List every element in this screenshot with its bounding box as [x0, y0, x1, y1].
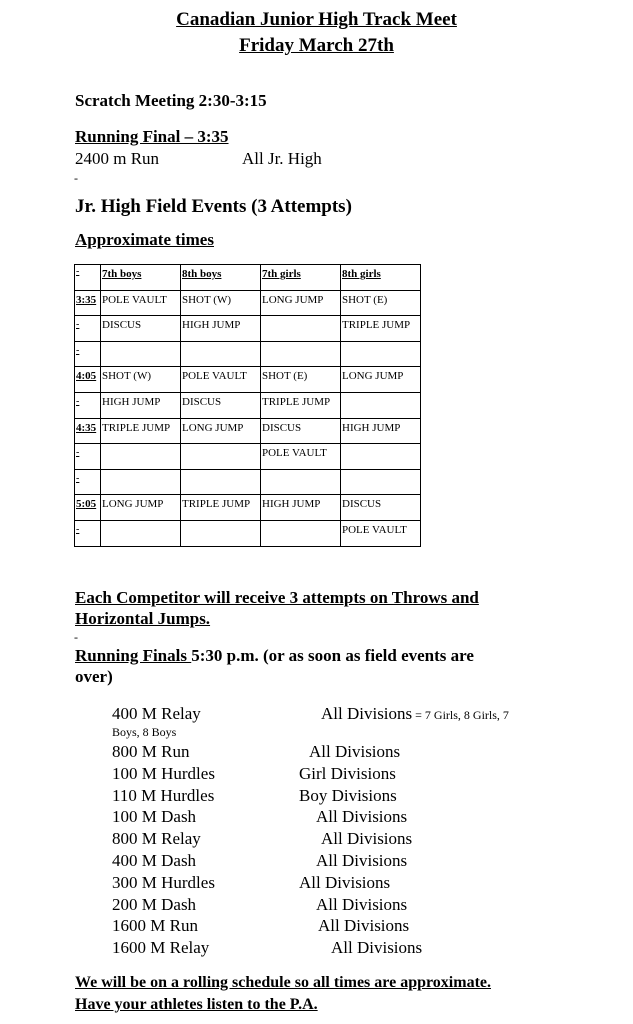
- event-cell: [261, 418, 341, 444]
- running-finals-heading: [75, 646, 474, 666]
- approx-times-heading: Approximate times: [75, 230, 214, 249]
- table-header-corner: [75, 265, 101, 291]
- event-cell: [181, 418, 261, 444]
- event-label: LONG JUMP: [182, 421, 244, 434]
- dash-mark: -: [74, 171, 78, 185]
- event-cell: [261, 392, 341, 418]
- time-cell: [75, 367, 101, 393]
- event-cell: [181, 520, 261, 546]
- event-cell: [341, 520, 421, 546]
- event-label: TRIPLE JUMP: [182, 498, 251, 511]
- event-cell: [261, 367, 341, 393]
- final-event: 1600 M Run: [112, 916, 198, 936]
- final-division: All Divisions: [309, 742, 401, 761]
- final-event: 300 M Hurdles: [112, 872, 215, 892]
- final-division: All Divisions: [321, 829, 413, 849]
- event-label: LONG JUMP: [342, 370, 404, 383]
- event-label: LONG JUMP: [262, 293, 324, 306]
- event-cell: [261, 520, 341, 546]
- time-cell: [75, 469, 101, 495]
- event-label: [182, 444, 260, 447]
- table-row: [75, 495, 421, 521]
- column-header-label: 8th girls: [342, 268, 381, 280]
- event-label: HIGH JUMP: [262, 498, 321, 511]
- footer-line-2: Have your athletes listen to the P.A.: [75, 996, 318, 1013]
- event-cell: [181, 444, 261, 470]
- table-row: [75, 444, 421, 470]
- event-label: [182, 342, 260, 345]
- event-label: POLE VAULT: [262, 447, 327, 460]
- running-finals-time: 5:30 p.m. (or as soon as field events are: [191, 646, 474, 665]
- field-events-table: [74, 264, 421, 547]
- event-label: DISCUS: [182, 395, 222, 408]
- event-label: SHOT (W): [102, 370, 151, 383]
- running-finals-label: Running Finals: [75, 646, 192, 665]
- event-label: DISCUS: [262, 421, 302, 434]
- event-cell: [181, 290, 261, 316]
- final-division: All Divisions: [331, 938, 423, 958]
- event-cell: [341, 367, 421, 393]
- final-event: 100 M Hurdles: [112, 763, 215, 783]
- final-event: 110 M Hurdles: [112, 785, 215, 805]
- attempts-note-line-1: Each Competitor will receive 3 attempts on Throws and: [75, 588, 479, 607]
- table-row: [75, 392, 421, 418]
- event-cell: [181, 316, 261, 342]
- time-cell: [75, 444, 101, 470]
- event-label: DISCUS: [102, 319, 142, 332]
- event-cell: [101, 316, 181, 342]
- time-label: -: [76, 395, 80, 407]
- event-label: [342, 470, 420, 473]
- final-division: All Divisions: [316, 894, 408, 914]
- event-label: [262, 316, 340, 319]
- relay-event: 400 M Relay: [112, 704, 201, 723]
- running-final-event: 2400 m Run: [75, 149, 160, 168]
- event-label: POLE VAULT: [342, 523, 407, 536]
- event-label: HIGH JUMP: [342, 421, 401, 434]
- time-cell: [75, 316, 101, 342]
- final-division: Boy Divisions: [299, 785, 397, 805]
- event-label: [262, 470, 340, 473]
- scratch-meeting: Scratch Meeting 2:30-3:15: [75, 91, 267, 110]
- event-cell: [101, 341, 181, 367]
- event-cell: [261, 444, 341, 470]
- time-cell: [75, 290, 101, 316]
- event-cell: [261, 495, 341, 521]
- event-cell: [341, 418, 421, 444]
- event-cell: [341, 290, 421, 316]
- event-label: TRIPLE JUMP: [342, 319, 411, 332]
- time-label: -: [76, 472, 80, 484]
- event-label: [102, 521, 180, 524]
- time-label: -: [76, 344, 80, 356]
- event-cell: [341, 495, 421, 521]
- row-mark: -: [76, 266, 80, 277]
- event-label: POLE VAULT: [102, 293, 167, 306]
- event-label: TRIPLE JUMP: [262, 395, 331, 408]
- final-division: All Divisions: [299, 872, 391, 892]
- event-label: [102, 470, 180, 473]
- relay-note-cont: Boys, 8 Boys: [112, 725, 177, 739]
- event-label: [262, 342, 340, 345]
- table-row: [75, 316, 421, 342]
- event-cell: [181, 469, 261, 495]
- table-row: [75, 520, 421, 546]
- event-label: SHOT (E): [342, 293, 388, 306]
- table-row: [75, 341, 421, 367]
- attempts-note-line-2: Horizontal Jumps.: [75, 609, 211, 628]
- event-cell: [341, 469, 421, 495]
- table-header-row: [75, 265, 421, 291]
- relay-division: [321, 704, 509, 724]
- event-label: [182, 521, 260, 524]
- event-label: [342, 393, 420, 396]
- event-cell: [181, 495, 261, 521]
- event-cell: [181, 392, 261, 418]
- final-event: 200 M Dash: [112, 894, 197, 914]
- table-row: [75, 469, 421, 495]
- event-cell: [261, 290, 341, 316]
- final-division: All Divisions: [318, 916, 410, 936]
- event-cell: [341, 316, 421, 342]
- event-cell: [181, 367, 261, 393]
- event-label: POLE VAULT: [182, 370, 247, 383]
- table-row: [75, 418, 421, 444]
- final-event: 100 M Dash: [112, 807, 197, 827]
- final-division: All Divisions: [316, 807, 408, 827]
- event-label: TRIPLE JUMP: [102, 421, 171, 434]
- time-label: 5:05: [76, 498, 97, 511]
- time-cell: [75, 392, 101, 418]
- event-cell: [101, 520, 181, 546]
- column-header-label: 8th boys: [182, 268, 222, 280]
- relay-note: = 7 Girls, 8 Girls, 7: [412, 708, 509, 722]
- time-label: -: [76, 523, 80, 535]
- event-label: [102, 342, 180, 345]
- time-label: -: [76, 447, 80, 459]
- column-header: [341, 265, 421, 291]
- running-finals-heading-cont: over): [75, 667, 113, 686]
- event-label: [262, 521, 340, 524]
- page-title: Canadian Junior High Track Meet: [176, 9, 457, 30]
- time-label: 4:05: [76, 370, 97, 383]
- column-header-label: 7th girls: [262, 268, 301, 280]
- running-final-heading: Running Final – 3:35: [75, 127, 229, 146]
- event-label: [182, 470, 260, 473]
- event-cell: [101, 469, 181, 495]
- event-label: DISCUS: [342, 498, 382, 511]
- time-label: 3:35: [76, 293, 97, 306]
- relay-division-label: All Divisions: [321, 704, 413, 723]
- column-header-label: 7th boys: [102, 268, 142, 280]
- event-cell: [261, 341, 341, 367]
- event-cell: [341, 341, 421, 367]
- event-cell: [181, 341, 261, 367]
- event-label: LONG JUMP: [102, 498, 164, 511]
- time-cell: [75, 341, 101, 367]
- final-division: All Divisions: [316, 851, 408, 870]
- dash-mark: -: [74, 630, 78, 644]
- column-header: [261, 265, 341, 291]
- event-cell: [101, 367, 181, 393]
- time-label: -: [76, 319, 80, 331]
- time-cell: [75, 495, 101, 521]
- table-row: [75, 367, 421, 393]
- column-header: [101, 265, 181, 291]
- event-cell: [261, 469, 341, 495]
- final-event: 800 M Run: [112, 742, 190, 761]
- final-event: 1600 M Relay: [112, 938, 210, 958]
- event-label: [342, 444, 420, 447]
- time-cell: [75, 520, 101, 546]
- event-label: HIGH JUMP: [102, 395, 161, 408]
- time-cell: [75, 418, 101, 444]
- event-cell: [101, 495, 181, 521]
- event-label: SHOT (W): [182, 293, 231, 306]
- event-cell: [101, 290, 181, 316]
- final-division: Girl Divisions: [299, 763, 396, 783]
- field-events-heading: Jr. High Field Events (3 Attempts): [75, 196, 352, 217]
- footer-line-1: We will be on a rolling schedule so all times are approximate.: [75, 974, 491, 991]
- final-event: 800 M Relay: [112, 829, 201, 849]
- event-label: [342, 342, 420, 345]
- event-label: HIGH JUMP: [182, 319, 241, 332]
- event-label: [102, 444, 180, 447]
- final-event: 400 M Dash: [112, 851, 197, 870]
- table-row: [75, 290, 421, 316]
- event-cell: [101, 392, 181, 418]
- event-cell: [101, 444, 181, 470]
- event-cell: [101, 418, 181, 444]
- event-cell: [341, 392, 421, 418]
- running-final-division: All Jr. High: [242, 149, 322, 168]
- event-cell: [341, 444, 421, 470]
- column-header: [181, 265, 261, 291]
- event-label: SHOT (E): [262, 370, 308, 383]
- page-date: Friday March 27th: [239, 35, 394, 56]
- event-cell: [261, 316, 341, 342]
- time-label: 4:35: [76, 421, 97, 434]
